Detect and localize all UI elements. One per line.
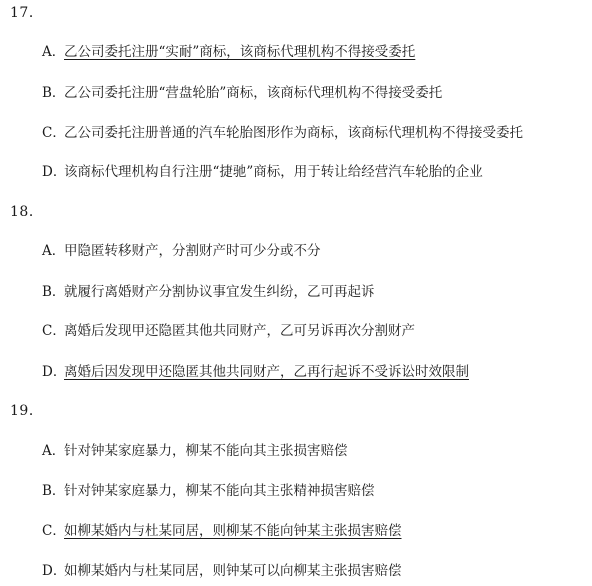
question-17-option-d — [42, 163, 483, 181]
question-17-option-b — [42, 84, 442, 102]
option-letter: A． — [42, 443, 66, 459]
question-17-option-c — [42, 124, 523, 142]
option-text: 就履行离婚财产分割协议事宜发生纠纷，乙可再起诉 — [64, 284, 375, 300]
option-text: 甲隐匿转移财产，分割财产时可少分或不分 — [64, 243, 321, 259]
option-letter: C． — [42, 323, 66, 339]
option-text: 该商标代理机构自行注册“捷驰”商标，用于转让给经营汽车轮胎的企业 — [64, 164, 483, 180]
option-text: 离婚后因发现甲还隐匿其他共同财产，乙再行起诉不受诉讼时效限制 — [64, 364, 469, 380]
option-text: 如柳某婚内与杜某同居，则柳某不能向钟某主张损害赔偿 — [64, 523, 402, 539]
question-number-19: 19． — [10, 403, 44, 419]
option-letter: B． — [42, 85, 66, 101]
option-letter: A． — [42, 44, 66, 60]
option-letter: B． — [42, 284, 66, 300]
question-number-18: 18． — [10, 204, 44, 220]
option-letter: C． — [42, 523, 66, 539]
option-text: 乙公司委托注册“营盘轮胎”商标，该商标代理机构不得接受委托 — [64, 85, 443, 101]
question-19-option-a — [42, 442, 348, 460]
question-19-option-d — [42, 562, 402, 580]
question-18-option-c — [42, 322, 415, 340]
question-19-option-c — [42, 522, 402, 540]
question-18-option-d — [42, 363, 469, 381]
question-19-option-b — [42, 482, 375, 500]
option-text: 乙公司委托注册普通的汽车轮胎图形作为商标，该商标代理机构不得接受委托 — [64, 125, 523, 141]
option-text: 针对钟某家庭暴力，柳某不能向其主张精神损害赔偿 — [64, 483, 375, 499]
question-18-option-b — [42, 283, 375, 301]
option-text: 离婚后发现甲还隐匿其他共同财产，乙可另诉再次分割财产 — [64, 323, 415, 339]
option-letter: B． — [42, 483, 66, 499]
option-letter: A． — [42, 243, 66, 259]
option-letter: C． — [42, 125, 66, 141]
question-18-option-a — [42, 242, 321, 260]
question-number-17: 17． — [10, 5, 44, 21]
option-text: 如柳某婚内与杜某同居，则钟某可以向柳某主张损害赔偿 — [64, 563, 402, 579]
option-letter: D． — [42, 364, 67, 380]
option-text: 乙公司委托注册“实耐”商标，该商标代理机构不得接受委托 — [64, 44, 416, 60]
question-17-option-a — [42, 43, 415, 61]
option-letter: D． — [42, 164, 67, 180]
option-text: 针对钟某家庭暴力，柳某不能向其主张损害赔偿 — [64, 443, 348, 459]
option-letter: D． — [42, 563, 67, 579]
